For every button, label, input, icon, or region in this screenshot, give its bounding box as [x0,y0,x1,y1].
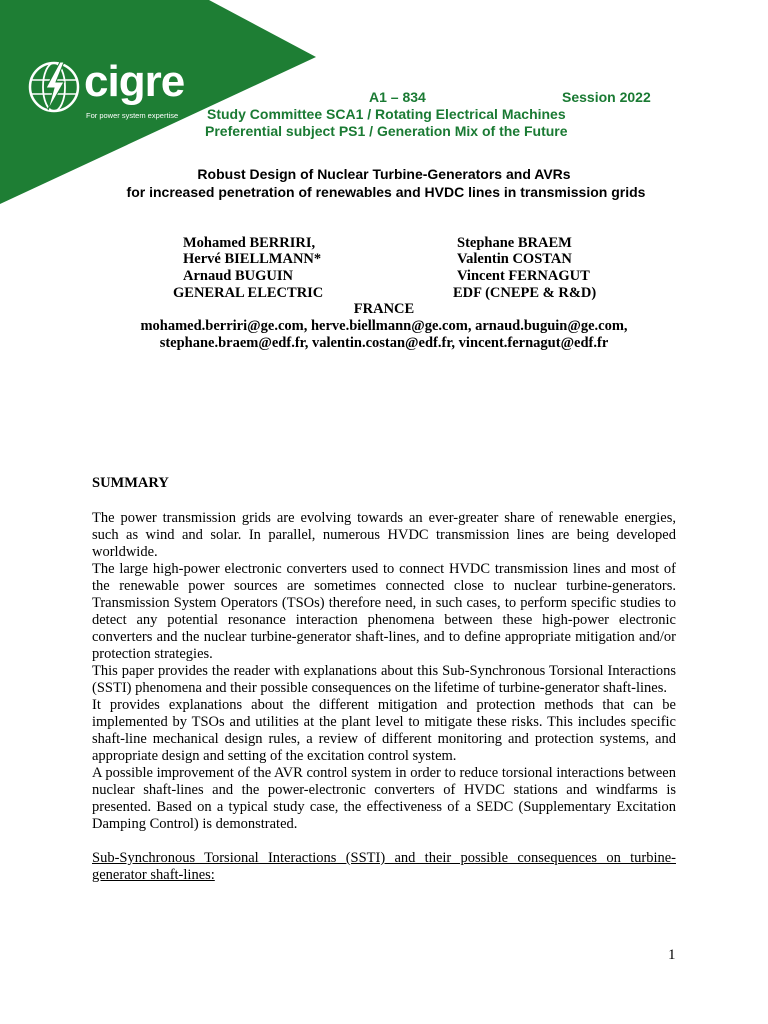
summary-body [92,510,676,884]
organization-right: EDF (CNEPE & R&D) [453,285,597,301]
author-right-3: Vincent FERNAGUT [457,268,590,284]
author-left-1: Mohamed BERRIRI, [183,235,316,251]
cigre-logo: cigre [84,57,185,106]
summary-paragraph: This paper provides the reader with explanations about this Sub-Synchronous Torsional Interactions (SSTI) phenomena and their possible consequences on the lifetime of turbine-generator shaft-lines. [92,663,676,696]
summary-paragraph: It provides explanations about the different mitigation and protection methods that can be implemented by TSOs and utilities at the plant level to mitigate these risks. This includes specific shaft-line mechanical design rules, a review of different monitoring and protection systems, and appropriate design and setting of the excitation control system. [92,697,676,764]
author-right-1: Stephane BRAEM [457,235,572,251]
author-emails-line-1: mohamed.berriri@ge.com, herve.biellmann@ge.com, arnaud.buguin@ge.com, [140,318,628,334]
preferential-subject: Preferential subject PS1 / Generation Mix of the Future [205,123,568,139]
author-right-2: Valentin COSTAN [457,251,572,267]
author-emails-line-2: stephane.braem@edf.fr, valentin.costan@edf.fr, vincent.fernagut@edf.fr [159,335,609,351]
paper-title-line-1: Robust Design of Nuclear Turbine-Generators and AVRs [197,166,571,182]
globe-lightning-icon [27,60,81,114]
organization-left: GENERAL ELECTRIC [173,285,324,301]
section-subheading: Sub-Synchronous Torsional Interactions (SSTI) and their possible consequences on turbine-generator shaft-lines: [92,850,676,883]
paper-id: A1 – 834 [369,89,426,105]
session-label: Session 2022 [562,89,651,105]
summary-paragraph: The large high-power electronic converters used to connect HVDC transmission lines and most of the renewable power sources are sometimes connected close to nuclear turbine-generators. Transmission System Operators (TSOs) therefore need, in such cases, to perform specific studies to detect any potential resonance interaction phenomena between these high-power electronic converters and the nuclear turbine-generator shaft-lines, and to define appropriate mitigation and/or protection strategies. [92,561,676,662]
study-committee: Study Committee SCA1 / Rotating Electrical Machines [207,106,566,122]
logo-tagline: For power system expertise [86,111,179,120]
page-number: 1 [668,947,676,963]
summary-heading: SUMMARY [92,475,169,491]
paper-title-line-2: for increased penetration of renewables and HVDC lines in transmission grids [126,184,646,200]
author-left-3: Arnaud BUGUIN [183,268,293,284]
author-left-2: Hervé BIELLMANN* [183,251,322,267]
country: FRANCE [353,301,415,317]
summary-paragraph: A possible improvement of the AVR control system in order to reduce torsional interactions between nuclear shaft-lines and the power-electronic converters of HVDC stations and windfarms is presented. Based on a typical study case, the effectiveness of a SEDC (Supplementary Excitation Damping Control) is demonstrated. [92,765,676,832]
summary-paragraph: The power transmission grids are evolving towards an ever-greater share of renewable energies, such as wind and solar. In parallel, numerous HVDC transmission lines are being developed worldwide. [92,510,676,560]
